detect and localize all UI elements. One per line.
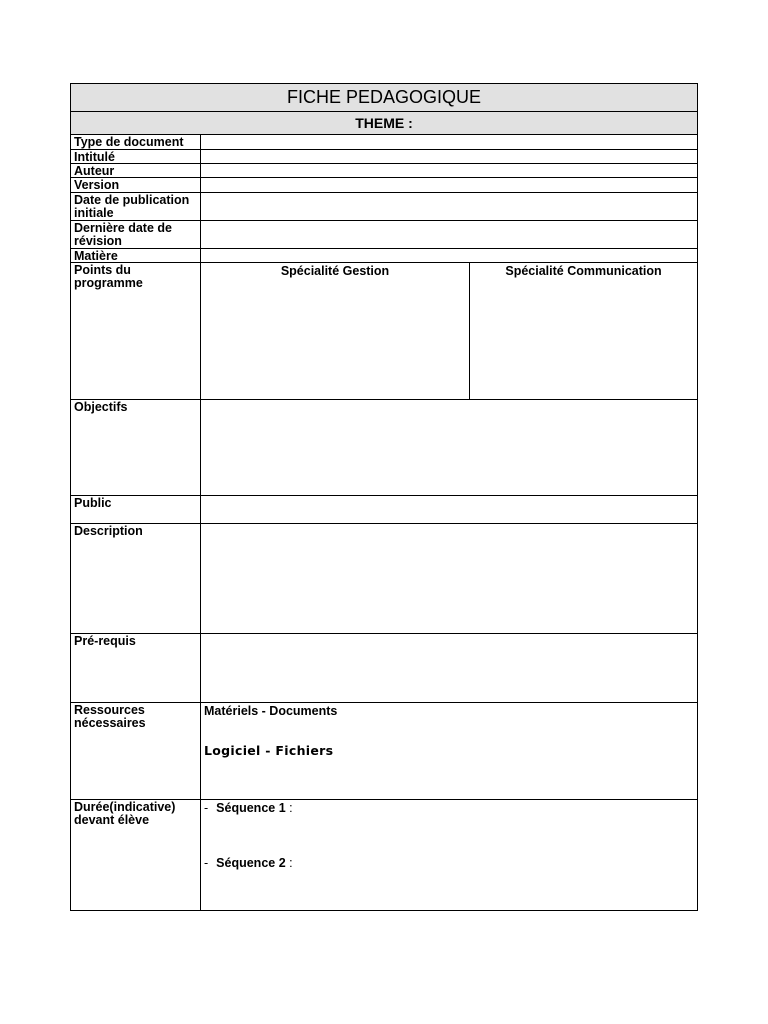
- col-specialite-gestion-header: Spécialité Gestion: [280, 264, 390, 278]
- label-type-document: Type de document: [71, 135, 201, 149]
- field-date-publication[interactable]: [201, 193, 697, 220]
- label-intitule: Intitulé: [71, 150, 201, 163]
- label-duree: Durée(indicative) devant élève: [71, 800, 201, 910]
- row-objectifs: [71, 400, 697, 496]
- field-prerequis[interactable]: [201, 634, 697, 702]
- row-date-publication: [71, 193, 697, 221]
- row-points-programme: [71, 263, 697, 400]
- row-version: [71, 178, 697, 193]
- label-public: Public: [71, 496, 201, 523]
- field-intitule[interactable]: [201, 150, 697, 163]
- row-duree: [71, 800, 697, 910]
- sequence-1-label: Séquence 1: [216, 801, 286, 815]
- ressources-logiciel-fichiers: Logiciel - Fichiers: [204, 743, 334, 758]
- label-derniere-revision: Dernière date de révision: [71, 221, 201, 248]
- fiche-pedagogique-form: [70, 83, 698, 911]
- label-ressources: Ressources nécessaires: [71, 703, 201, 799]
- field-description[interactable]: [201, 524, 697, 633]
- row-prerequis: [71, 634, 697, 703]
- label-description: Description: [71, 524, 201, 633]
- label-date-publication: Date de publication initiale: [71, 193, 201, 220]
- row-type-document: [71, 135, 697, 150]
- field-version[interactable]: [201, 178, 697, 192]
- sequence-2-line: [204, 856, 694, 870]
- document-title-text: FICHE PEDAGOGIQUE: [286, 87, 482, 107]
- sequence-2-label: Séquence 2: [216, 856, 286, 870]
- col-specialite-communication[interactable]: [470, 263, 697, 399]
- label-version: Version: [71, 178, 201, 192]
- row-auteur: [71, 164, 697, 178]
- field-type-document[interactable]: [201, 135, 697, 149]
- sequence-1-colon: :: [289, 801, 293, 815]
- field-derniere-revision[interactable]: [201, 221, 697, 248]
- sequence-2-dash: -: [204, 856, 209, 870]
- label-matiere: Matière: [71, 249, 201, 262]
- field-matiere[interactable]: [201, 249, 697, 262]
- field-auteur[interactable]: [201, 164, 697, 177]
- row-description: [71, 524, 697, 634]
- field-objectifs[interactable]: [201, 400, 697, 495]
- sequence-2-colon: :: [289, 856, 293, 870]
- row-public: [71, 496, 697, 524]
- col-specialite-gestion[interactable]: [201, 263, 470, 399]
- row-matiere: [71, 249, 697, 263]
- label-auteur: Auteur: [71, 164, 201, 177]
- theme-label: THEME :: [355, 115, 413, 131]
- row-ressources: [71, 703, 697, 800]
- row-derniere-revision: [71, 221, 697, 249]
- label-objectifs: Objectifs: [71, 400, 201, 495]
- label-prerequis: Pré-requis: [71, 634, 201, 702]
- points-programme-split: [201, 263, 697, 399]
- sequence-1-dash: -: [204, 801, 209, 815]
- ressources-materiels-documents: Matériels - Documents: [204, 704, 338, 718]
- label-points-programme: Points du programme: [71, 263, 201, 399]
- field-duree[interactable]: [201, 800, 697, 910]
- field-ressources[interactable]: [201, 703, 697, 799]
- document-title: [71, 84, 697, 112]
- field-public[interactable]: [201, 496, 697, 523]
- theme-row: [71, 112, 697, 135]
- row-intitule: [71, 150, 697, 164]
- sequence-1-line: [204, 801, 694, 815]
- col-specialite-communication-header: Spécialité Communication: [505, 264, 662, 278]
